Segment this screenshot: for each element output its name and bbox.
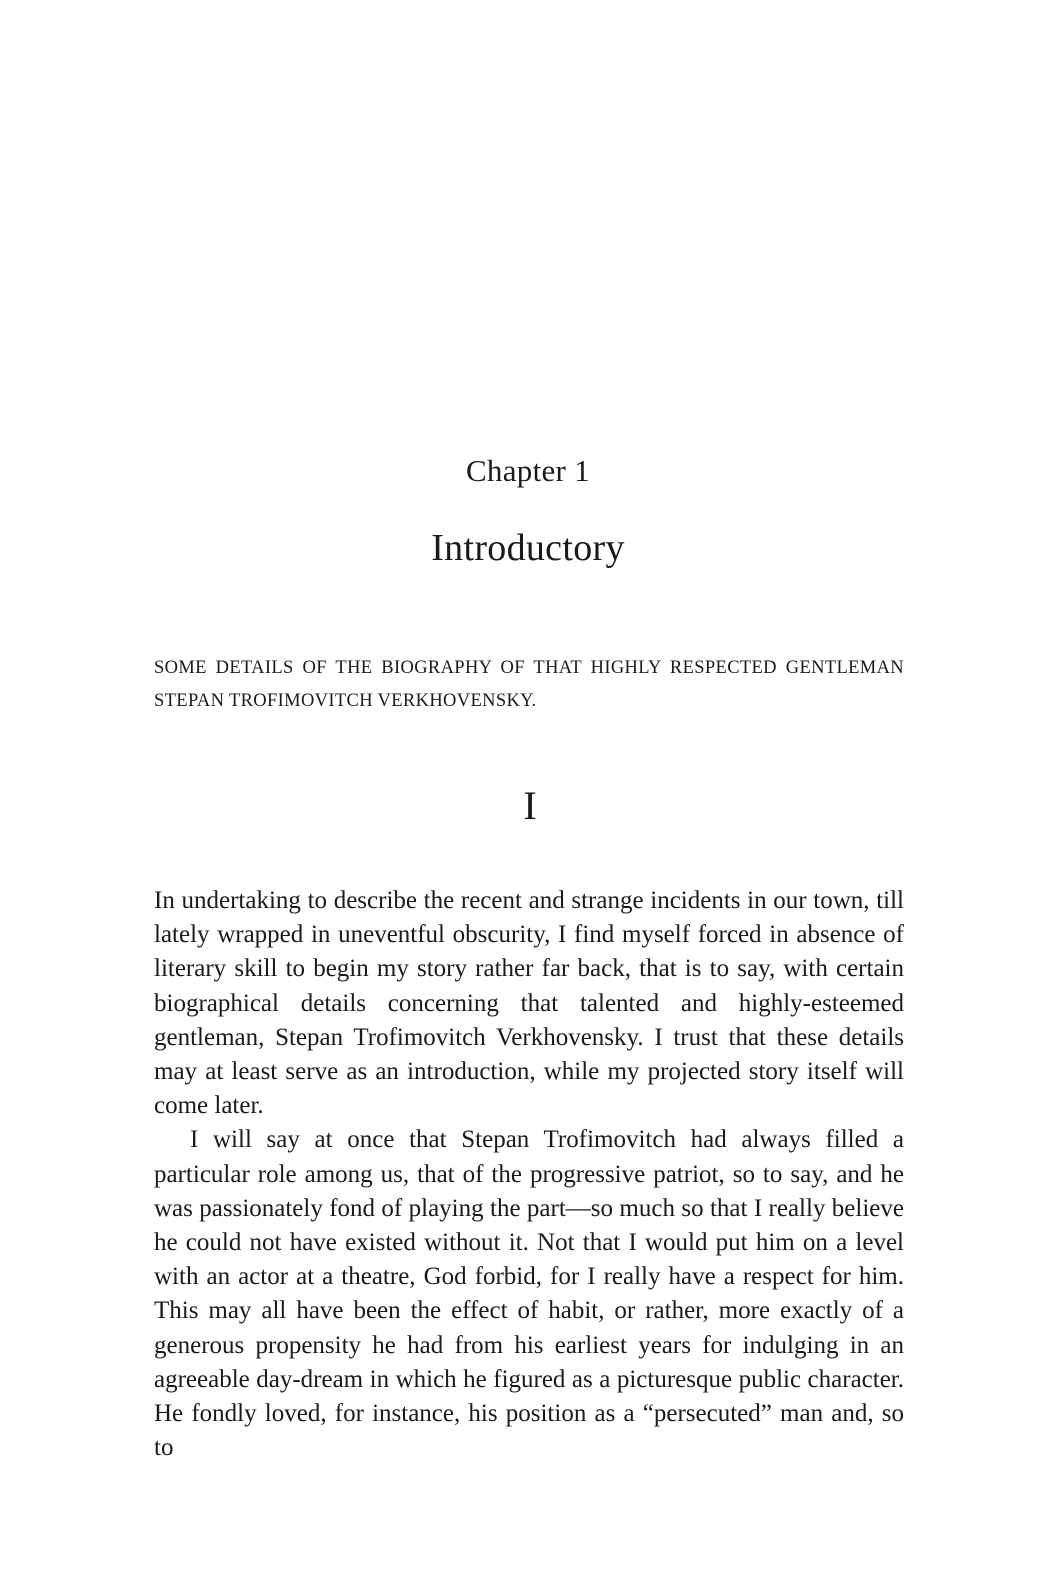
chapter-summary: SOME DETAILS OF THE BIOGRAPHY OF THAT HIGHLY RESPECTED GENTLEMAN STEPAN TROFIMOVITCH VERKHOVENSKY. <box>154 658 904 711</box>
chapter-title: Introductory <box>431 527 625 569</box>
body-text <box>154 884 904 1465</box>
paragraph: In undertaking to describe the recent and strange incidents in our town, till lately wrapped in uneventful obscurity, I find myself forced in absence of literary skill to begin my story rather far back, that is to say, with certain biographical details concerning that talented and highly-esteemed gentleman, Stepan Trofimovitch Verkhovensky. I trust that these details may at least serve as an introduction, while my projected story itself will come later. <box>154 887 904 1120</box>
paragraph: I will say at once that Stepan Trofimovitch had always filled a particular role among us, that of the progressive patriot, so to say, and he was passionately fond of playing the part—so much so that I really believe he could not have existed without it. Not that I would put him on a level with an actor at a theatre, God forbid, for I really have a respect for him. This may all have been the effect of habit, or rather, more exactly of a generous propensity he had from his earliest years for indulging in an agreeable day-dream in which he figured as a picturesque public character. He fondly loved, for instance, his position as a “persecuted” man and, so to <box>154 1126 904 1462</box>
section-number: I <box>523 783 537 828</box>
chapter-number: Chapter 1 <box>465 453 591 488</box>
